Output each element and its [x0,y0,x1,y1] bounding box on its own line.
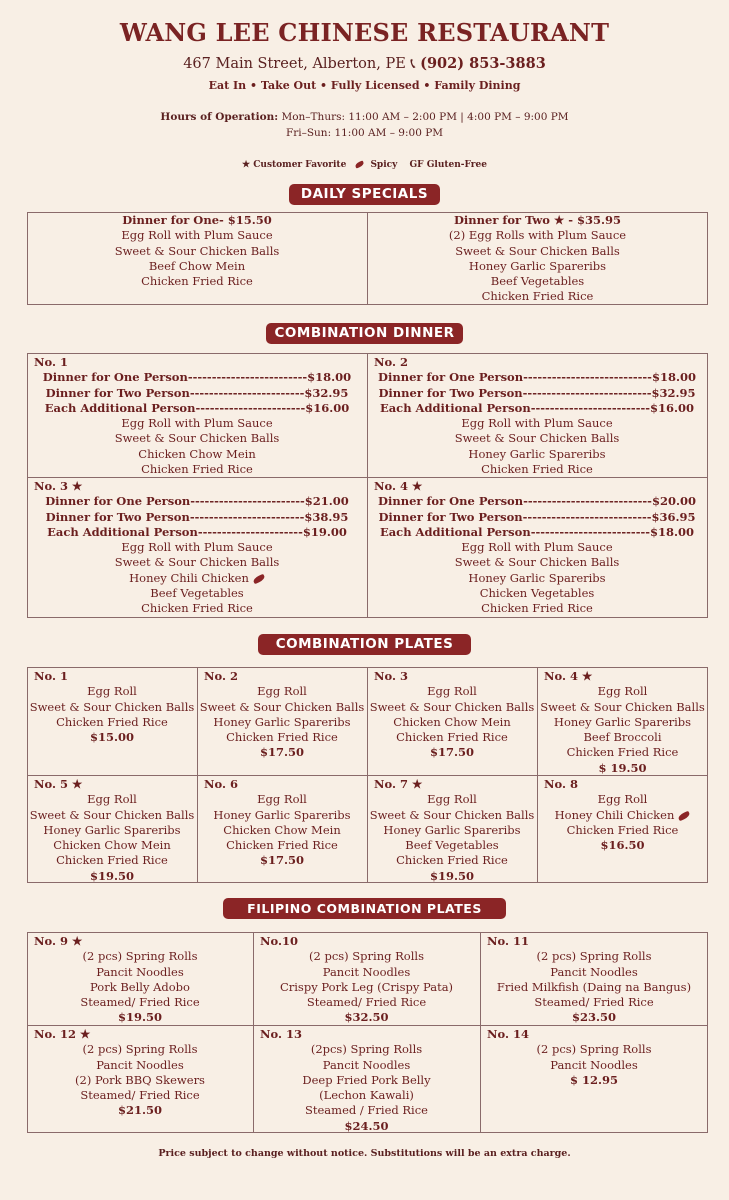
menu-item: Beef Vegetables [150,586,244,601]
price-dots: --------------------------- [523,494,652,509]
combo-number: No. 2 [374,355,408,369]
price-dots: ---------------------- [197,524,303,539]
plate-price: $21.50 [117,1103,162,1118]
price-row [34,510,360,525]
menu-item: Chicken Fried Rice [396,853,508,868]
combo-plate-7 [368,777,536,884]
dinner-for-two-heading: Dinner for Two ★ - $35.95 [453,213,622,227]
plate-price: $17.50 [429,745,474,760]
price-value: $32.95 [651,385,696,400]
menu-item: Chicken Chow Mein [53,838,171,853]
menu-item: Sweet & Sour Chicken Balls [369,699,535,714]
price-value: $18.00 [307,370,352,385]
menu-item: Egg Roll with Plum Sauce [121,540,273,555]
menu-item: Honey Garlic Spareribs [213,714,351,729]
divider [367,353,368,618]
combo-dinner-4 [374,479,700,617]
combo-plate-3 [368,669,536,761]
menu-item: Chicken Fried Rice [141,274,253,289]
dinner-for-two [368,213,707,305]
price-label: Dinner for One Person [42,370,188,385]
menu-item: Chicken Fried Rice [566,822,679,837]
price-value: $18.00 [651,370,696,385]
combination-dinner-heading: COMBINATION DINNER [266,323,463,344]
menu-item: Chicken Chow Mein [138,446,256,461]
menu-item: Egg Roll [427,684,477,699]
menu-item: Sweet & Sour Chicken Balls [199,699,365,714]
plate-price: $32.50 [344,1010,389,1025]
menu-item: Honey Garlic Spareribs [468,258,607,273]
price-label: Dinner for One Person [378,370,524,385]
combo-plate-4 [538,669,707,776]
plate-number: No. 13 [260,1027,302,1041]
combo-dinner-3 [34,479,360,617]
price-label: Dinner for Two Person [378,385,523,400]
menu-item: Sweet & Sour Chicken Balls [114,243,280,258]
price-value: $16.00 [650,400,695,415]
price-dots: ------------------------- [530,524,651,539]
daily-specials-heading: DAILY SPECIALS [289,184,440,205]
price-value: $38.95 [304,509,349,524]
plate-number: No. 14 [487,1027,529,1041]
menu-item: Sweet & Sour Chicken Balls [29,699,195,714]
price-row [34,494,360,509]
menu-item: Egg Roll with Plum Sauce [461,540,613,555]
plate-number: No. 8 [544,777,578,791]
plate-number: No. 3 [374,669,408,683]
menu-item: Chicken Chow Mein [393,714,511,729]
chili-pepper-icon [355,160,365,168]
combination-plates-heading: COMBINATION PLATES [258,634,471,655]
combo-dinner-1 [34,355,360,477]
menu-item: Egg Roll [427,792,477,807]
price-dots: ------------------------ [190,494,305,509]
price-dots: ------------------------ [189,385,305,400]
menu-item: Chicken Fried Rice [481,289,594,304]
legend-spicy [355,160,400,170]
legend-spicy-label: Spicy [370,160,398,170]
price-label: Dinner for Two Person [45,509,190,524]
price-dots: ------------------------ [189,509,305,524]
price-label: Each Additional Person [44,400,196,415]
filipino-plate-11 [481,934,707,1026]
price-value: $20.00 [651,494,696,509]
price-dots: --------------------------- [522,385,652,400]
price-row [374,510,700,525]
tagline: Eat In • Take Out • Fully Licensed • Family Dining [208,79,521,92]
phone-icon: 📞︎ [410,56,416,72]
legend-gluten-free: GF Gluten-Free [409,160,487,170]
combo-number: No. 3 ★ [34,479,83,493]
menu-item: Sweet & Sour Chicken Balls [540,699,705,714]
menu-item: Honey Garlic Spareribs [213,807,351,822]
menu-item: Beef Chow Mein [148,258,246,273]
menu-item: (2 pcs) Spring Rolls [309,949,424,964]
menu-item: Chicken Fried Rice [226,730,338,745]
menu-item: Egg Roll [257,792,307,807]
menu-item: Steamed/ Fried Rice [534,995,654,1010]
combo-plate-2 [198,669,366,761]
price-label: Dinner for One Person [45,494,191,509]
plate-price: $17.50 [259,853,304,868]
menu-item: Chicken Fried Rice [481,462,593,477]
price-dots: ----------------------- [195,400,306,415]
menu-item: Steamed/ Fried Rice [306,995,427,1010]
plate-price: $19.50 [89,868,134,883]
price-dots: --------------------------- [522,509,652,524]
price-label: Dinner for Two Person [45,385,190,400]
menu-item: Pancit Noodles [550,1057,638,1072]
price-row [374,525,700,540]
menu-item: (2pcs) Spring Rolls [310,1042,423,1057]
address-line [0,55,729,72]
phone-number: (902) 853-3883 [420,55,546,72]
filipino-plate-12 [28,1027,252,1119]
price-row [34,386,360,401]
address: 467 Main Street, Alberton, PE [183,56,406,72]
price-row [34,370,360,385]
menu-item: Honey Garlic Spareribs [468,446,606,461]
menu-item: Sweet & Sour Chicken Balls [114,555,280,570]
menu-item: Egg Roll [87,684,137,699]
price-row [374,370,700,385]
plate-number: No. 2 [204,669,238,683]
filipino-plate-14 [481,1027,707,1088]
menu-item: Pancit Noodles [322,964,411,979]
menu-item: Chicken Vegetables [479,586,595,601]
menu-item: Beef Vegetables [405,838,499,853]
plate-number: No. 4 ★ [544,669,593,683]
menu-item: (2) Pork BBQ Skewers [75,1072,205,1087]
menu-item: Sweet & Sour Chicken Balls [29,807,195,822]
price-value: $36.95 [651,509,696,524]
plate-price: $ 12.95 [569,1072,619,1087]
menu-item: Deep Fried Pork Belly (Lechon Kawali) [302,1072,431,1103]
plate-number: No. 11 [487,934,529,948]
price-label: Dinner for One Person [378,494,524,509]
menu-item: Chicken Fried Rice [396,730,508,745]
menu-item-text: Honey Chili Chicken [129,570,249,585]
combo-plate-5 [28,777,196,884]
plate-price: $ 19.50 [598,760,647,775]
menu-item: Honey Garlic Spareribs [468,570,606,585]
plate-price: $16.50 [600,838,645,853]
menu-item: (2 pcs) Spring Rolls [82,949,198,964]
menu-item: Egg Roll with Plum Sauce [121,228,273,243]
chili-pepper-icon [678,810,691,821]
plate-price: $23.50 [571,1010,616,1025]
menu-item: (2 pcs) Spring Rolls [536,1042,652,1057]
price-value: $16.00 [305,400,350,415]
price-label: Each Additional Person [47,524,198,539]
menu-item: Beef Vegetables [490,274,585,289]
menu-item: Pancit Noodles [96,1057,184,1072]
plate-number: No. 12 ★ [34,1027,91,1041]
chili-pepper-icon [252,574,265,585]
menu-item: Honey Garlic Spareribs [553,714,692,729]
price-label: Each Additional Person [379,524,531,539]
menu-item [538,808,707,823]
price-row [34,525,360,540]
menu-item: Egg Roll [87,792,137,807]
menu-item: Chicken Fried Rice [226,838,338,853]
plate-price: $19.50 [117,1010,162,1025]
menu-item: Pancit Noodles [322,1057,411,1072]
combo-plate-1 [28,669,196,745]
plate-number: No. 9 ★ [34,934,83,948]
menu-item: Sweet & Sour Chicken Balls [114,431,280,446]
menu-item: Sweet & Sour Chicken Balls [455,243,620,258]
plate-price: $24.50 [344,1118,389,1133]
plate-number: No. 5 ★ [34,777,83,791]
filipino-plate-9 [28,934,252,1026]
plate-number: No. 6 [204,777,238,791]
hours-weekday-text: Mon–Thurs: 11:00 AM – 2:00 PM | 4:00 PM – 9:00 PM [281,111,569,123]
combo-plate-6 [198,777,366,869]
price-value: $32.95 [304,385,349,400]
price-dots: ------------------------- [187,370,308,385]
price-value: $19.00 [302,524,347,539]
price-label: Each Additional Person [379,400,531,415]
price-row [374,401,700,416]
menu-item: Pork Belly Adobo [90,979,190,994]
filipino-plate-10 [254,934,479,1026]
plate-number: No. 1 [34,669,68,683]
menu-item: Chicken Fried Rice [141,601,253,616]
menu-item: Honey Garlic Spareribs [43,822,181,837]
price-row [34,401,360,416]
dinner-for-one-heading: Dinner for One- $15.50 [122,213,272,227]
price-row [374,386,700,401]
plate-price: $15.00 [89,730,134,745]
menu-item: Sweet & Sour Chicken Balls [369,807,535,822]
menu-item: Beef Broccoli [583,730,662,745]
hours-weekend: Fri–Sun: 11:00 AM – 9:00 PM [285,127,444,139]
combo-dinner-2 [374,355,700,477]
menu-item: Egg Roll [597,684,648,699]
menu-item: Pancit Noodles [96,964,184,979]
price-value: $18.00 [650,524,695,539]
plate-number: No.10 [260,934,298,948]
menu-item: Egg Roll with Plum Sauce [461,416,613,431]
menu-item [34,571,360,586]
filipino-plate-13 [254,1027,479,1134]
menu-item: Sweet & Sour Chicken Balls [454,431,620,446]
legend-favorite: ★ Customer Favorite [242,160,347,170]
menu-item: Steamed / Fried Rice [305,1103,428,1118]
price-dots: ------------------------- [530,400,651,415]
menu-item-text: Honey Chili Chicken [554,807,675,822]
menu-item: (2 pcs) Spring Rolls [536,949,652,964]
hours-label: Hours of Operation: [160,111,279,123]
menu-item: Crispy Pork Leg (Crispy Pata) [279,979,454,994]
plate-price: $17.50 [259,745,304,760]
menu-item: Chicken Fried Rice [481,601,593,616]
menu-item: Sweet & Sour Chicken Balls [454,555,620,570]
menu-item: Pancit Noodles [550,964,638,979]
menu-item: Steamed/ Fried Rice [80,995,200,1010]
price-row [374,494,700,509]
price-value: $21.00 [304,494,349,509]
combo-number: No. 1 [34,355,68,369]
menu-item: Fried Milkfish (Daing na Bangus) [496,979,692,994]
menu-item: (2 pcs) Spring Rolls [82,1042,198,1057]
menu-item: Egg Roll [597,792,648,807]
menu-item: Chicken Chow Mein [223,822,341,837]
menu-item: Egg Roll with Plum Sauce [121,416,273,431]
menu-item: (2) Egg Rolls with Plum Sauce [448,228,627,243]
menu-item: Steamed/ Fried Rice [80,1088,200,1103]
combo-number: No. 4 ★ [374,479,423,493]
price-dots: --------------------------- [523,370,652,385]
hours-weekday [0,111,729,123]
restaurant-title: WANG LEE CHINESE RESTAURANT [119,18,610,47]
filipino-plates-heading: FILIPINO COMBINATION PLATES [223,898,506,919]
price-label: Dinner for Two Person [378,509,523,524]
legend [0,160,729,170]
menu-item: Chicken Fried Rice [56,714,168,729]
combo-plate-8 [538,777,707,853]
menu-item: Chicken Fried Rice [566,745,679,760]
menu-item: Chicken Fried Rice [141,462,253,477]
footer-note: Price subject to change without notice. Substitutions will be an extra charge. [158,1148,571,1159]
menu-item: Egg Roll [257,684,307,699]
plate-number: No. 7 ★ [374,777,423,791]
plate-price: $19.50 [429,868,474,883]
menu-item: Honey Garlic Spareribs [383,822,521,837]
dinner-for-one [28,213,366,289]
menu-item: Chicken Fried Rice [56,853,168,868]
